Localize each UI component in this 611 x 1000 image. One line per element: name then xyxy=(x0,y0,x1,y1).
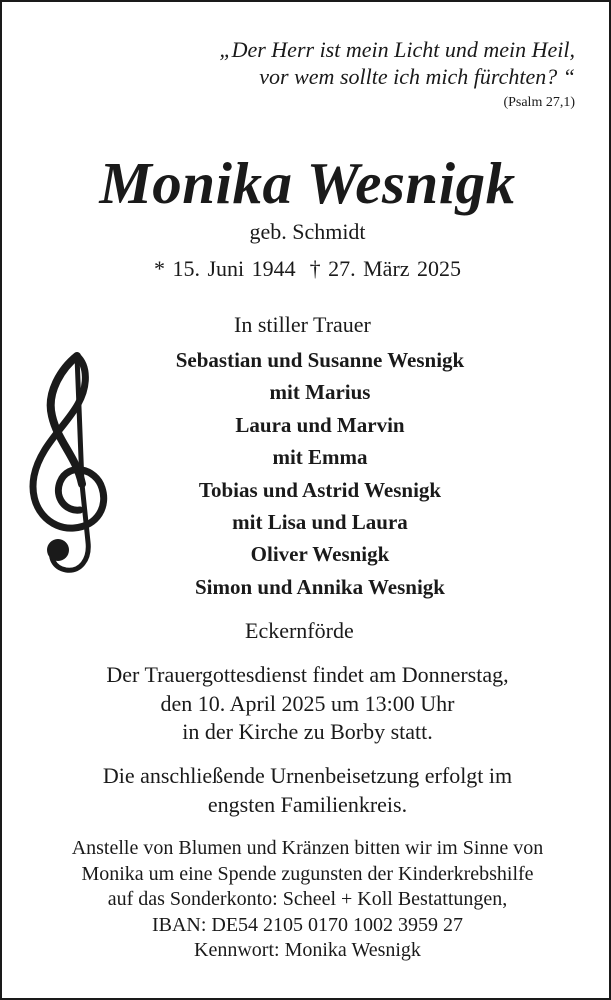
birth-date: * 15. Juni 1944 xyxy=(153,256,296,281)
life-dates xyxy=(2,256,611,282)
donation-line-3: auf das Sonderkonto: Scheel + Koll Bestattungen, xyxy=(107,888,508,910)
service-info xyxy=(2,661,611,747)
mourner-line: Oliver Wesnigk xyxy=(250,542,390,567)
quote-reference: (Psalm 27,1) xyxy=(503,95,575,110)
burial-info xyxy=(2,762,611,819)
quote-line-2: vor wem sollte ich mich fürchten? “ xyxy=(259,64,575,89)
donation-line-1: Anstelle von Blumen und Kränzen bitten wir im Sinne von xyxy=(71,837,544,859)
burial-line-2: engsten Familienkreis. xyxy=(207,791,408,817)
location: Eckernförde xyxy=(245,618,354,643)
service-line-1: Der Trauergottesdienst findet am Donnerstag, xyxy=(106,662,509,687)
deceased-name: Monika Wesnigk xyxy=(99,150,516,216)
mourner-line: mit Emma xyxy=(272,445,368,470)
mourner-line: Sebastian und Susanne Wesnigk xyxy=(175,348,465,372)
mourner-line: Laura und Marvin xyxy=(235,412,405,437)
donation-keyword: Kennwort: Monika Wesnigk xyxy=(194,939,421,961)
mourners-list xyxy=(120,344,520,603)
donation-line-2: Monika um eine Spende zugunsten der Kinderkrebshilfe xyxy=(81,862,534,885)
mourner-line: mit Lisa und Laura xyxy=(232,510,408,535)
quote-line-1: „Der Herr ist mein Licht und mein Heil, xyxy=(219,37,575,62)
donation-info xyxy=(2,836,611,964)
donation-iban: IBAN: DE54 2105 0170 1002 3959 27 xyxy=(151,913,464,936)
mourner-line: mit Marius xyxy=(269,380,371,405)
service-line-2: den 10. April 2025 um 13:00 Uhr xyxy=(160,690,455,716)
treble-clef-icon xyxy=(22,352,114,577)
service-line-3: in der Kirche zu Borby statt. xyxy=(182,719,433,744)
death-date: † 27. März 2025 xyxy=(309,256,462,281)
psalm-quote xyxy=(219,36,575,90)
mourner-line: Simon und Annika Wesnigk xyxy=(194,574,445,599)
mourning-intro: In stiller Trauer xyxy=(234,312,371,337)
mourner-line: Tobias und Astrid Wesnigk xyxy=(198,477,442,502)
birth-name: geb. Schmidt xyxy=(249,219,366,244)
burial-line-1: Die anschließende Urnenbeisetzung erfolgt im xyxy=(102,763,513,788)
